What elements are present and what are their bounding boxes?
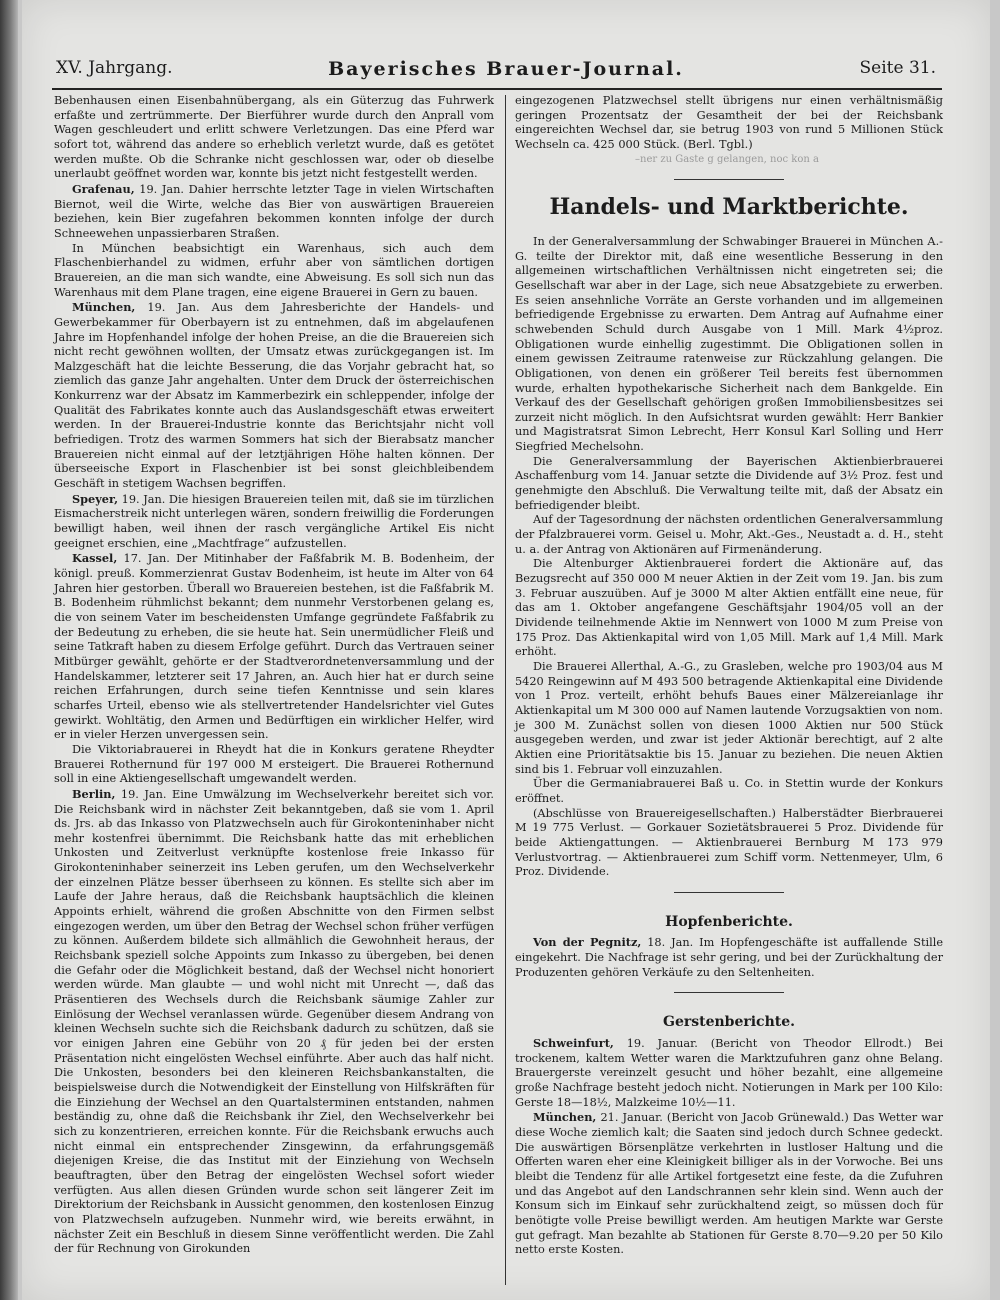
show-through-text: –ner zu Gaste g gelangen, noc kon a: [635, 153, 819, 165]
article-paragraph: In München beabsichtigt ein Warenhaus, sich auch dem Flaschenbierhandel zu widmen, erfuhr aber von sämtlichen dortigen Brauereien, an die man sich wandte, eine Abweisung. Es soll sich nun das Warenhaus mit dem Plane tragen, eine eigene Brauerei in Gern zu bauen.: [54, 241, 494, 299]
left-column: [54, 94, 494, 1257]
article-text: 17. Jan. Der Mitinhaber der Faßfabrik M. B. Bodenheim, der königl. preuß. Kommerzienrat Gustav Bodenheim, ist heute im Alter von 64 Jahren hier gestorben. Überall wo Brauereien bestehen, ist die Faßfabrik M. B. Bodenheim rühmlichst bekannt; dem nunmehr Verstorbenen gelang es, die von seinem Vater im bescheidensten Umfange gegründete Faßfabrik zu der Bedeutung zu erheben, die sie heute hat. Sein unermüdlicher Fleiß und seine Tatkraft haben zu diesem Erfolge geführt. Durch das Vertrauen seiner Mitbürger gewählt, gehörte er der Stadtverordnetenversammlung und der Handelskammer, letzterer seit 17 Jahren, an. Auch hier hat er durch seine reichen Erfahrungen, durch seine tiefen Kenntnisse und sein klares scharfes Urteil, ebenso wie als stellvertretender Handelsrichter viel Gutes gewirkt. Wohltätig, den Armen und Bedürftigen ein wirklicher Helfer, wird er in vieler Herzen unvergessen sein.: [54, 552, 494, 742]
article-paragraph: eingezogenen Platzwechsel stellt übrigens nur einen verhältnismäßig geringen Prozentsatz der Gesamtheit der bei der Reichsbank eingereichten Wechsel dar, sie betrug 1903 von rund 5 Millionen Stück Wechseln ca. 425 000 Stück. (Berl. Tgbl.): [515, 94, 943, 151]
article-text: 21. Januar. (Bericht von Jacob Grünewald.) Das Wetter war diese Woche ziemlich kalt; die Saaten sind jedoch durch Schnee gedeckt. Die auswärtigen Börsenplätze verkehrten in lustloser Haltung und die Offerten waren eher eine Kleinigkeit billiger als in der Vorwoche. Bei uns bleibt die Tendenz für alle Artikel fortgesetzt eine feste, da die Zufuhren und das Angebot auf den Landschrannen sehr klein sind. Wenn auch der Konsum sich im Einkauf sehr zurückhaltend zeigt, so müssen doch für benötigte volle Preise bewilligt werden. Am heutigen Markte war Gerste gut gefragt. Man bezahlte ab Stationen für Gerste 8.70—9.20 per 50 Kilo netto erste Kosten.: [515, 1111, 943, 1257]
article-paragraph: Die Generalversammlung der Bayerischen Aktienbierbrauerei Aschaffenburg vom 14. Januar setzte die Dividende auf 3½ Proz. fest und genehmigte den Abschluß. Die Verwaltung teilte mit, daß der Absatz ein befriedigender bleibt.: [515, 454, 943, 512]
column-divider: [505, 95, 506, 1285]
page-header: [56, 58, 936, 86]
dateline: Kassel,: [72, 551, 118, 566]
article-paragraph: Über die Germaniabrauerei Baß u. Co. in Stettin wurde der Konkurs eröffnet.: [515, 777, 943, 805]
dateline: Grafenau,: [72, 181, 135, 196]
section-rule: [674, 179, 784, 180]
newspaper-page: [22, 0, 990, 1300]
article-text: 19. Januar. (Bericht von Theodor Ellrodt.) Bei trockenem, kaltem Wetter waren die Marktzufuhren ganz ohne Belang. Brauergerste vereinzelt gesucht und höher bezahlt, eine allgemeine große Nachfrage besteht jedoch nicht. Notierungen in Mark per 100 Kilo: Gerste 18—18½, Malzkeime 10½—11.: [515, 1037, 943, 1109]
barley-section-title: Gerstenberichte.: [662, 1014, 795, 1031]
article-text: 19. Jan. Aus dem Jahresberichte der Handels- und Gewerbekammer für Oberbayern ist zu entnehmen, daß im abgelaufenen Jahre im Hopfenhandel infolge der hohen Preise, an die die Brauereien sich nicht recht gewöhnen wollten, der Umsatz etwas zurückgegangen ist. Im Malzgeschäft hat die leichte Besserung, die das Vorjahr gebracht hat, so ziemlich das ganze Jahr angehalten. Unter dem Druck der österreichischen Konkurrenz war der Absatz im Kammerbezirk ein schleppender, infolge der Qualität des Fabrikates konnte auch das Auslandsgeschäft etwas erweitert werden. In der Brauerei-Industrie konnte das Berichtsjahr nicht voll befriedigen. Trotz des warmen Sommers hat sich der Bierabsatz mancher Brauereien nicht einmal auf der letztjährigen Höhe halten können. Der überseeische Export in Flaschenbier ist bei sonst gleichbleibendem Geschäft in stetigem Wachsen begriffen.: [54, 301, 495, 491]
article-paragraph: [54, 551, 494, 743]
article-paragraph: [515, 1036, 943, 1110]
article-paragraph: [54, 787, 494, 1257]
article-paragraph: Die Viktoriabrauerei in Rheydt hat die in Konkurs geratene Rheydter Brauerei Rothernund für 197 000 M ersteigert. Die Brauerei Rothernund soll in eine Aktiengesellschaft umgewandelt werden.: [54, 742, 494, 786]
article-text: 19. Jan. Eine Umwälzung im Wechselverkehr bereitet sich vor. Die Reichsbank wird in nächster Zeit bekanntgeben, daß sie vom 1. April ds. Jrs. ab das Inkasso von Platzwechseln auch für Girokonteninhaber nicht mehr kostenfrei übernimmt. Die Reichsbank hatte das mit erheblichen Unkosten und Zeitverlust verknüpfte kostenlose freie Inkasso für Girokonteninhaber seinerzeit ins Leben gerufen, um den Wechselverkehr der einzelnen Plätze besser überhseen zu können. Es stellte sich aber im Laufe der Jahre heraus, daß die Reichsbank hauptsächlich die kleinen Appoints erhielt, während die großen Abschnitte von den Firmen selbst eingezogen werden, um über den Betrag der Wechsel schon früher verfügen zu können. Außerdem bildete sich allmählich die Gewohnheit heraus, der Reichsbank speziell solche Appoints zum Inkasso zu übergeben, bei denen die Gefahr oder die Möglichkeit bestand, daß der Wechsel nicht honoriert werden würde. Man glaubte — und wohl nicht mit Unrecht —, daß das Präsentieren des Wechsels durch die Reichsbank säumige Zahler zur Einlösung der Wechsel veranlassen würde. Gegenüber diesem Andrang von kleinen Wechseln suchte sich die Reichsbank dadurch zu schützen, daß sie vor einigen Jahren eine Gebühr von 20 ₰ für jeden bei der ersten Präsentation nicht eingelösten Wechsel einführte. Aber auch das half nicht. Die Unkosten, besonders bei den kleineren Reichsbankanstalten, die beispielsweise durch die Notwendigkeit der Einstellung von Hilfskräften für die Einziehung der Wechsel an den Quartalsterminen entstanden, nahmen beständig zu, ohne daß die Reichsbank ihr Ziel, den Wechselverkehr bei sich zu konzentrieren, erreichen konnte. Für die Reichsbank erwuchs auch nicht einmal ein entsprechender Zinsgewinn, da erfahrungsgemäß diejenigen Kreise, die das Institut mit der Einziehung von Wechseln beauftragten, über den Betrag der eingelösten Wechsel sofort wieder verfügten. Aus allen diesen Gründen wurde schon seit längerer Zeit im Direktorium der Reichsbank in Aussicht genommen, den kostenlosen Einzug von Platzwechseln aufzugeben. Nunmehr wird, wie bereits erwähnt, in nächster Zeit ein Beschluß in diesem Sinne veröffentlicht werden. Die Zahl der für Rechnung von Girokunden: [54, 787, 495, 1256]
article-text: 19. Jan. Die hiesigen Brauereien teilen mit, daß sie im türzlichen Eismacherstreik nicht unterlegen wären, sondern freiwillig die Forderungen bewilligt haben, weil ihnen der rasch vergängliche Artikel Eis nicht geeignet erschien, eine „Machtfrage“ aufzustellen.: [54, 492, 495, 550]
dateline: Speyer,: [72, 491, 119, 506]
dateline: München,: [533, 1110, 597, 1125]
article-paragraph: In der Generalversammlung der Schwabinger Brauerei in München A.-G. teilte der Direktor mit, daß eine wesentliche Besserung in den allgemeinen wirtschaftlichen Verhältnissen nicht eingetreten sei; die Gesellschaft war aber in der Lage, sich neue Absatzgebiete zu erwerben. Es seien ansehnliche Vorräte an Gerste vorhanden und im allgemeinen befriedigende Ergebnisse zu erwarten. Dem Antrag auf Aufnahme einer schwebenden Schuld durch Ausgabe von 1 Mill. Mark 4½proz. Obligationen wurde einhellig zugestimmt. Die Obligationen sollen in einem gewissen Zeitraume ratenweise zur Rückzahlung gelangen. Die Obligationen, von denen ein größerer Teil bereits fest übernommen wurde, erhalten hypothekarische Sicherheit nach dem Bankgelde. Ein Verkauf des der Gesellschaft gehörigen großen Immobiliensbesitzes sei zurzeit nicht möglich. In den Aufsichtsrat wurden gewählt: Herr Bankier und Magistratsrat Simon Lebrecht, Herr Konsul Karl Solling und Herr Siegfried Mechelsohn.: [515, 234, 943, 454]
dateline: Berlin,: [72, 786, 116, 801]
article-paragraph: [54, 300, 494, 492]
hops-section-title: Hopfenberichte.: [665, 913, 793, 930]
article-paragraph: [515, 1110, 943, 1258]
section-rule: [674, 992, 784, 993]
journal-title: Bayerisches Brauer-Journal.: [328, 58, 684, 80]
article-paragraph: Die Altenburger Aktienbrauerei fordert die Aktionäre auf, das Bezugsrecht auf 350 000 M neuer Aktien in der Zeit vom 19. Jan. bis zum 3. Februar auszuüben. Auf je 3000 M alter Aktien entfällt eine neue, für das am 1. Oktober angefangene Geschäftsjahr 1904/05 voll an der Dividende teilnehmende Aktie im Nennwert von 1000 M zum Preise von 175 Proz. Das Aktienkapital wird von 1,05 Mill. Mark auf 1,4 Mill. Mark erhöht.: [515, 557, 943, 659]
article-paragraph: [515, 935, 943, 980]
page-number: Seite 31.: [859, 58, 936, 78]
section-rule: [674, 892, 784, 893]
article-text: 19. Jan. Dahier herrschte letzter Tage in vielen Wirtschaften Biernot, weil die Wirte, welche das Bier von auswärtigen Brauereien beziehen, kein Bier zugefahren bekommen konnten infolge der durch Schneewehen unpassierbaren Straßen.: [54, 182, 494, 240]
section-title: Handels- und Marktberichte.: [549, 194, 909, 221]
right-column: [515, 94, 943, 1258]
article-paragraph: Bebenhausen einen Eisenbahnübergang, als ein Güterzug das Fuhrwerk erfaßte und zertrümmerte. Der Bierführer wurde durch den Anprall vom Wagen geschleudert und erlitt schwere Verletzungen. Das eine Pferd war sofort tot, während das andere so erheblich verletzt wurde, daß es getötet werden mußte. Ob die Schranke nicht geschlossen war, oder ob dieselbe unerlaubt geöffnet worden war, konnte bis jetzt nicht festgestellt werden.: [54, 94, 494, 181]
book-binding-edge: [0, 0, 18, 1300]
article-paragraph: [54, 492, 494, 552]
dateline: Von der Pegnitz,: [533, 935, 642, 950]
article-paragraph: [54, 182, 494, 242]
article-paragraph: Auf der Tagesordnung der nächsten ordentlichen Generalversammlung der Pfalzbrauerei vorm. Geisel u. Mohr, Akt.-Ges., Neustadt a. d. H., steht u. a. der Antrag von Aktionären auf Firmenänderung.: [515, 513, 943, 556]
article-paragraph: Die Brauerei Allerthal, A.-G., zu Grasleben, welche pro 1903/04 aus M 5420 Reingewinn auf M 493 500 betragende Aktienkapital eine Dividende von 1 Proz. verteilt, erhöht behufs Baues einer Mälzereianlage ihr Aktienkapital um M 300 000 auf Namen lautende Vorzugsaktien von nom. je 300 M. Zunächst sollen von diesen 1000 Aktien nur 500 Stück ausgegeben werden, und zwar ist jeder Aktionär berechtigt, auf 2 alte Aktien eine Prioritätsaktie bis 15. Januar zu beziehen. Die neuen Aktien sind bis 1. Februar voll einzuzahlen.: [515, 659, 943, 776]
article-text: 18. Jan. Im Hopfengeschäfte ist auffallende Stille eingekehrt. Die Nachfrage ist sehr gering, und bei der Zurückhaltung der Produzenten gehören Verkäufe zu den Seltenheiten.: [515, 936, 944, 979]
volume-label: XV. Jahrgang.: [56, 58, 173, 78]
dateline: Schweinfurt,: [533, 1036, 614, 1051]
dateline: München,: [72, 300, 136, 315]
article-paragraph: (Abschlüsse von Brauereigesellschaften.) Halberstädter Bierbrauerei M 19 775 Verlust. — Gorkauer Sozietätsbrauerei 5 Proz. Dividende für beide Aktiengattungen. — Aktienbrauerei Bernburg M 173 979 Verlustvortrag. — Aktienbrauerei zum Schiff vorm. Nettenmeyer, Ulm, 6 Proz. Dividende.: [515, 806, 943, 879]
header-rule: [52, 88, 942, 90]
